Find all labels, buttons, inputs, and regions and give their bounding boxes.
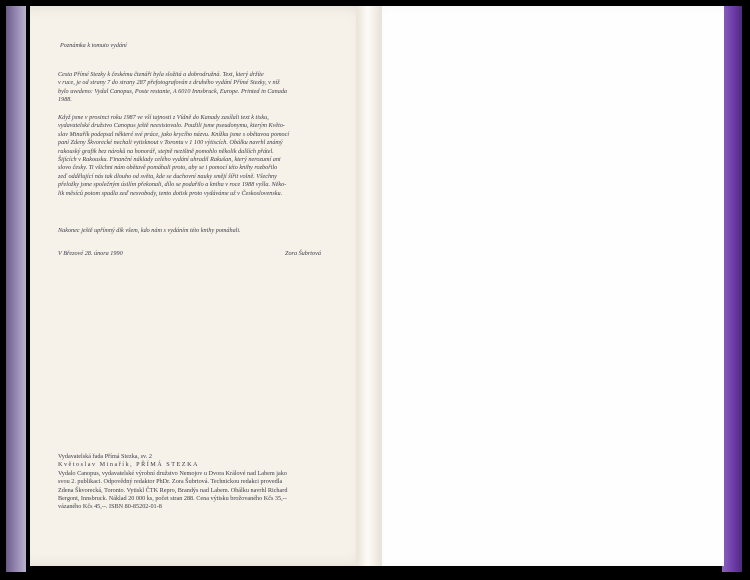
- paragraph-line: slovo česky. Ti všichni nám obětavě pomáhali proto, aby se i pomocí této knihy rozbořilo: [58, 164, 278, 172]
- paragraph-line: Cesta Přímé Stezky k českému čtenáři byla složitá a dobrodružná. Text, který držíte: [58, 71, 264, 78]
- paragraph-line: v ruce, je od strany 7 do strany 287 přefotografován z druhého vydání Přímé Stezky, v níž: [58, 79, 280, 87]
- paragraph-line: vydavatelské družstvo Canopus ještě neexistovalo. Použili jsme pseudonymu, kterým Květo-: [58, 122, 285, 130]
- paragraph-line: přeložky jsme společným úsilím překonali, dílo se podařilo a kniha v roce 1988 vyšla. Něko-: [58, 181, 287, 189]
- colophon-line: svou 2. publikaci. Odpovědný redaktor PhDr. Zora Šubrtová. Technickou redakci provedla: [58, 478, 283, 486]
- date-line: V Březové 28. února 1990: [58, 250, 123, 257]
- colophon: [58, 453, 287, 512]
- right-page: [372, 6, 724, 566]
- book-cover-edge-right: [722, 6, 742, 572]
- colophon-line: Vydavatelská řada Přímá Stezka, sv. 2: [58, 453, 152, 460]
- paragraph-line: Nakonec ještě upřímný dík všem, kdo nám s vydáním této knihy pomáhali.: [58, 227, 241, 234]
- signature: Zora Šubrtová: [285, 250, 321, 257]
- colophon-line: Bergont, Innsbruck. Náklad 20 000 ks, počet stran 288. Cena výtisku brožovaného Kčs 35,--: [58, 495, 287, 503]
- paragraph-line: bylo uvedeno: Vydal Canopus, Poste restante, A 6010 Innsbruck, Europe. Printed in Canada: [58, 87, 288, 95]
- paragraph-line: Když jsme v prosinci roku 1987 ve vší tajnosti z Vídně do Kanady zasílali text k tisku,: [58, 114, 269, 121]
- paragraph-line: slav Minařík podepsal některé své práce, jako krycího názvu. Knížku jsme s obětavou pomocí: [58, 130, 290, 138]
- colophon-line: vázaného Kčs 45,--. ISBN 80-85202-01-8: [58, 503, 162, 511]
- paragraph-line: paní Zdeny Škvorecké nechali vytisknout v Torontu v 1 100 výtiscích. Obálku navrhl známý: [58, 139, 283, 147]
- colophon-title-line: Květoslav Minařík, PŘÍMÁ STEZKA: [58, 461, 200, 469]
- paragraph-3: [58, 227, 368, 235]
- paragraph-line: lik měsíců potom spadla zeď nesvobody, tento dotisk proto vydáváme už v Československu.: [58, 189, 283, 197]
- colophon-line: Vydalo Canopus, vydavatelské výrobní družstvo Nemojov u Dvora Králové nad Labem jako: [58, 469, 287, 477]
- book-cover-edge-left: [6, 6, 26, 572]
- paragraph-line: zeď oddělující nás tak dlouho od světa, kde se duchovní nauky smějí šířit volně. Všechny: [58, 172, 277, 180]
- colophon-line: Zdena Škvorecká, Toronto. Vytiskl ČTK Repro, Brandýs nad Labem. Obálku navrhl Richard: [58, 486, 288, 494]
- paragraph-1: [58, 71, 368, 105]
- note-heading: Poznámka k tomuto vydání: [60, 42, 127, 49]
- paragraph-line: rakouský grafik bez nároků na honorář, stejně nezištně pomohlo několik dalších přátel.: [58, 147, 274, 155]
- paragraph-line: Šijících v Rakousku. Finanční náklady celého vydání uhradil Rakušan, který nerozumí ani: [58, 156, 281, 164]
- paragraph-line: 1988.: [58, 96, 72, 104]
- paragraph-2: [58, 114, 368, 198]
